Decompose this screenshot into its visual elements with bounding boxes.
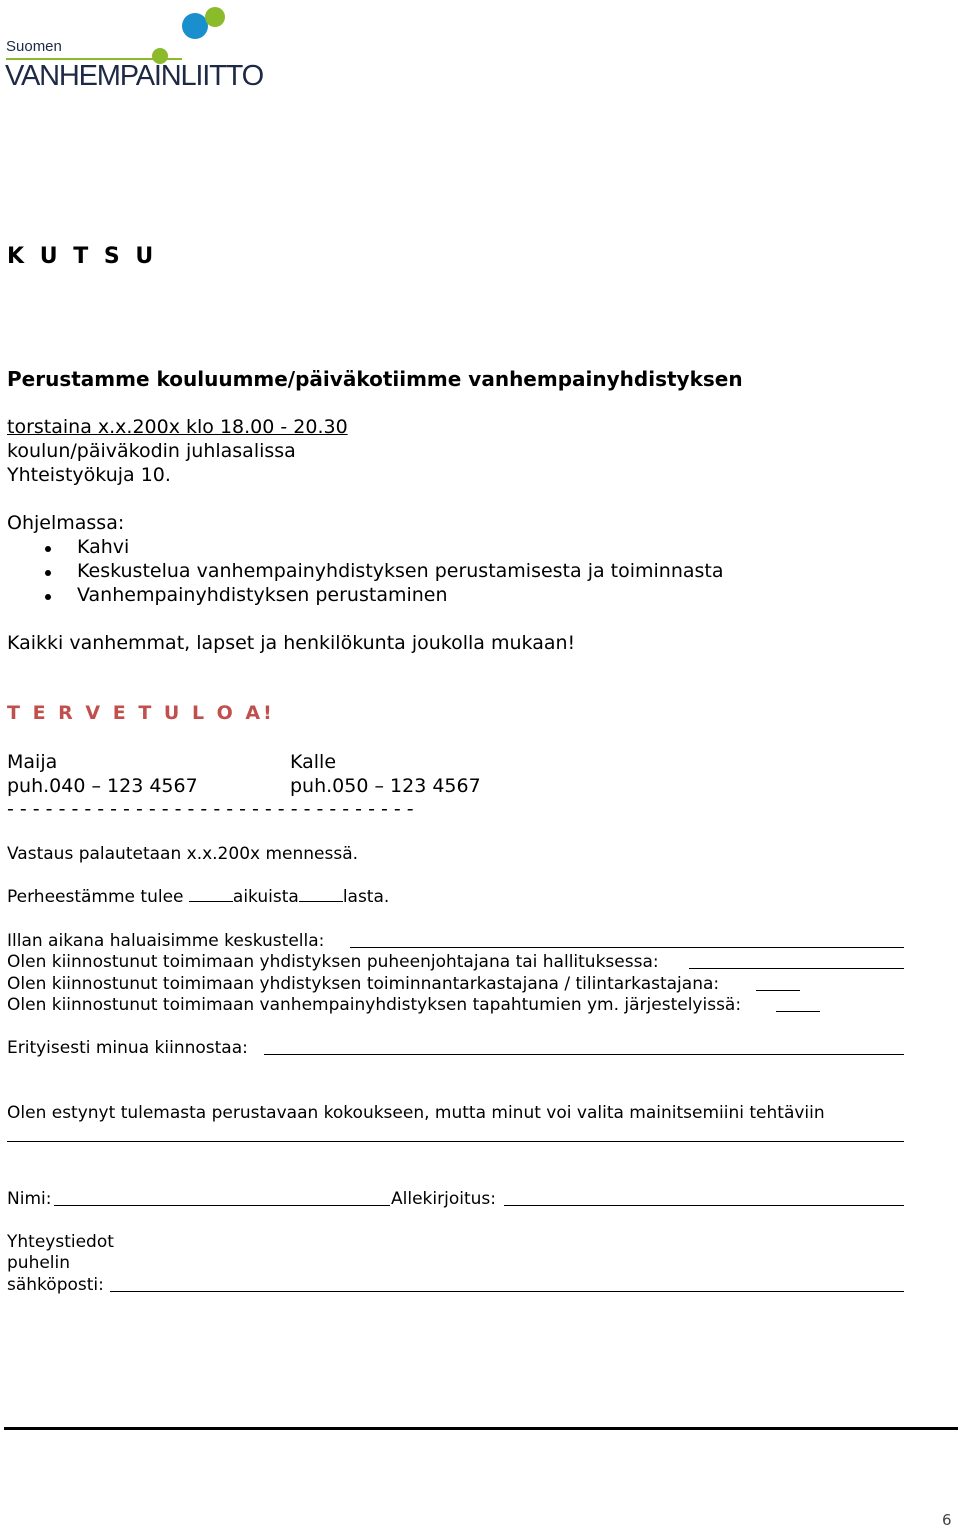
contact-info-label: Yhteystiedot bbox=[7, 1232, 114, 1252]
contact-phone: puh.050 – 123 4567 bbox=[290, 775, 481, 797]
page-title: K U T S U bbox=[7, 244, 158, 269]
events-field[interactable] bbox=[776, 993, 820, 1012]
phone-label: puhelin bbox=[7, 1253, 71, 1273]
signature-field[interactable] bbox=[504, 1187, 904, 1206]
event-place: koulun/päiväkodin juhlasalissa bbox=[7, 440, 296, 462]
bullet-icon bbox=[45, 546, 51, 552]
logo-text-big: VANHEMPAINLIITTO bbox=[5, 60, 263, 92]
discuss-field[interactable] bbox=[350, 929, 904, 948]
program-heading: Ohjelmassa: bbox=[7, 512, 125, 534]
welcome-heading: T E R V E T U L O A! bbox=[7, 702, 275, 724]
bullet-icon bbox=[45, 570, 51, 576]
reply-deadline: Vastaus palautetaan x.x.200x mennessä. bbox=[7, 844, 359, 864]
absent-field[interactable] bbox=[7, 1123, 904, 1142]
bullet-icon bbox=[45, 594, 51, 600]
email-field[interactable] bbox=[110, 1273, 904, 1292]
interest-field[interactable] bbox=[264, 1036, 904, 1055]
event-datetime: torstaina x.x.200x klo 18.00 - 20.30 bbox=[7, 416, 348, 438]
events-label: Olen kiinnostunut toimimaan vanhempainyhdistyksen tapahtumien ym. järjestelyissä: bbox=[7, 995, 742, 1015]
board-field[interactable] bbox=[689, 950, 904, 969]
contact-name: Kalle bbox=[290, 751, 337, 773]
page-number: 6 bbox=[942, 1511, 952, 1529]
contact-phone: puh.040 – 123 4567 bbox=[7, 775, 198, 797]
board-label: Olen kiinnostunut toimimaan yhdistyksen puheenjohtajana tai hallituksessa: bbox=[7, 952, 659, 972]
program-item: Keskustelua vanhempainyhdistyksen perustamisesta ja toiminnasta bbox=[77, 560, 724, 582]
program-item: Kahvi bbox=[77, 536, 130, 558]
discuss-label: Illan aikana haluaisimme keskustella: bbox=[7, 931, 325, 951]
footer-divider bbox=[4, 1427, 958, 1430]
signature-label: Allekirjoitus: bbox=[391, 1189, 496, 1209]
logo-text-small: Suomen bbox=[6, 38, 62, 55]
cut-line: - - - - - - - - - - - - - - - - - - - - - - - - - - - - - - - - bbox=[7, 798, 414, 820]
family-count-row bbox=[7, 886, 389, 908]
adults-label: aikuista bbox=[232, 887, 299, 907]
interest-label: Erityisesti minua kiinnostaa: bbox=[7, 1038, 248, 1058]
auditor-label: Olen kiinnostunut toimimaan yhdistyksen toiminnantarkastajana / tilintarkastajana: bbox=[7, 974, 720, 994]
logo bbox=[4, 2, 263, 94]
contact-name: Maija bbox=[7, 751, 58, 773]
children-label: lasta. bbox=[342, 887, 390, 907]
children-count-field[interactable] bbox=[299, 886, 343, 902]
name-field[interactable] bbox=[54, 1187, 390, 1206]
program-item: Vanhempainyhdistyksen perustaminen bbox=[77, 584, 448, 606]
intro-heading: Perustamme kouluumme/päiväkotiimme vanhempainyhdistyksen bbox=[7, 367, 743, 391]
welcome-all-text: Kaikki vanhemmat, lapset ja henkilökunta joukolla mukaan! bbox=[7, 632, 576, 654]
adults-count-field[interactable] bbox=[189, 886, 233, 902]
name-label: Nimi: bbox=[7, 1189, 52, 1209]
event-address: Yhteistyökuja 10. bbox=[7, 464, 171, 486]
absent-label: Olen estynyt tulemasta perustavaan kokoukseen, mutta minut voi valita mainitsemiini tehtäviin bbox=[7, 1103, 825, 1123]
auditor-field[interactable] bbox=[756, 972, 800, 991]
email-label: sähköposti: bbox=[7, 1275, 104, 1295]
family-label: Perheestämme tulee bbox=[7, 887, 184, 907]
